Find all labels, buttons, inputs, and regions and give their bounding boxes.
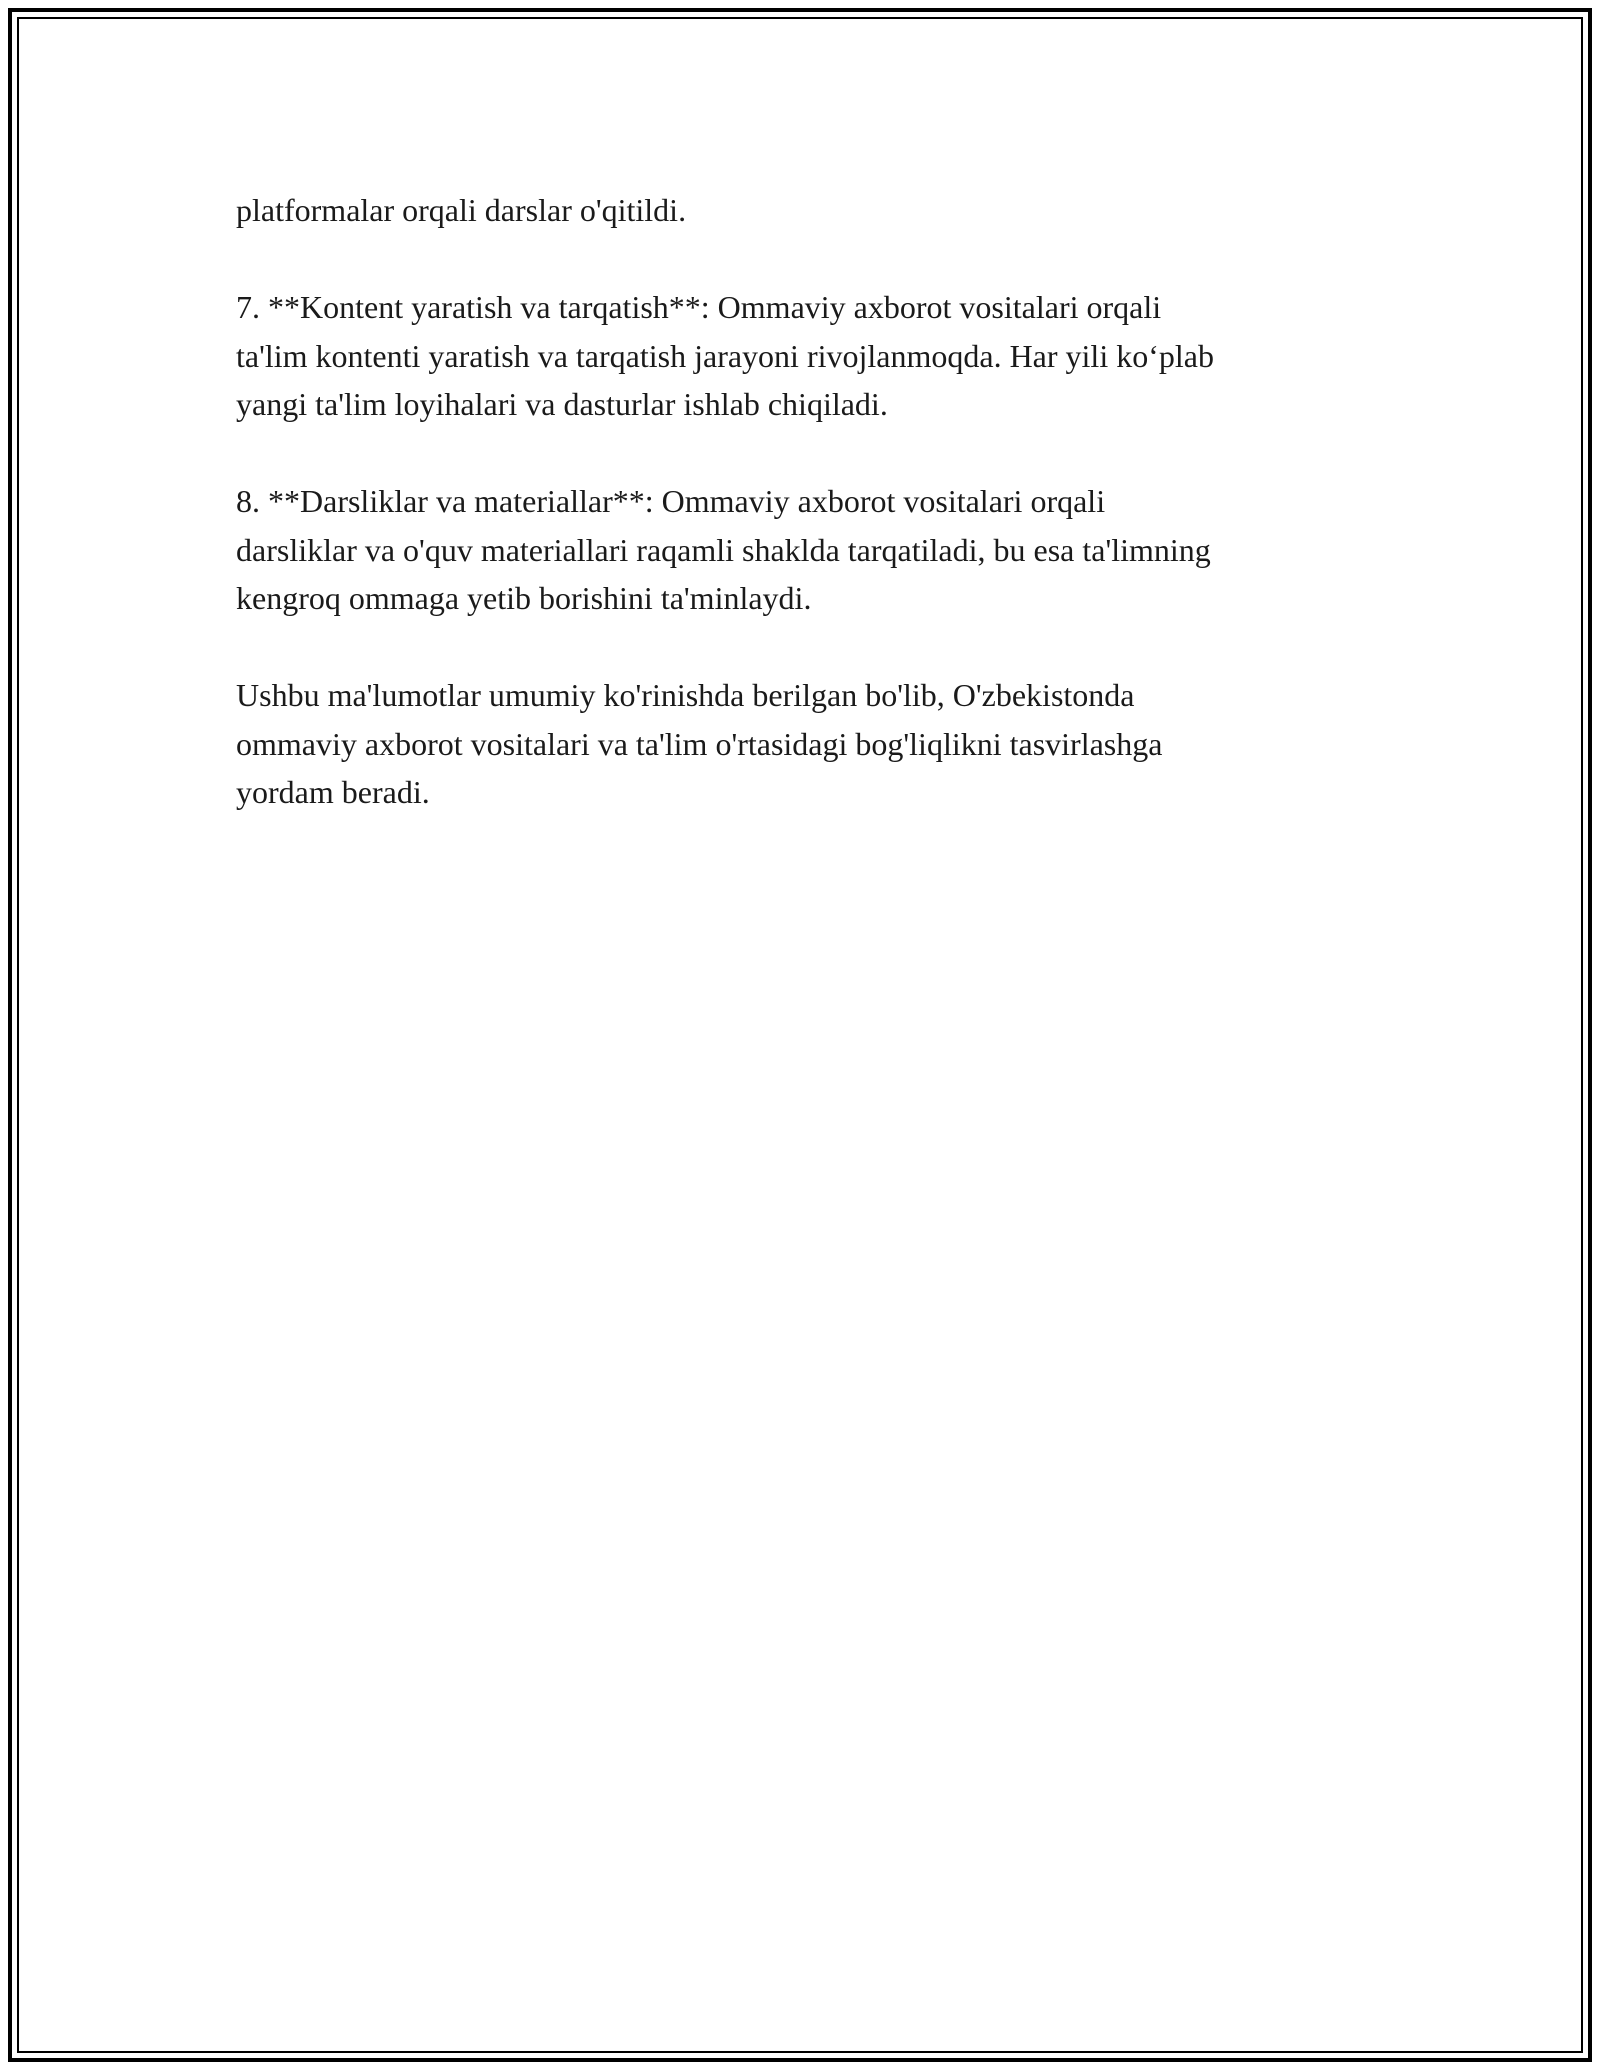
- text-line: 7. **Kontent yaratish va tarqatish**: Ommaviy axborot vositalari orqali: [236, 289, 1162, 325]
- paragraph-item-7: [236, 283, 1376, 429]
- text-line: ta'lim kontenti yaratish va tarqatish jarayoni rivojlanmoqda. Har yili ko‘plab: [236, 337, 1214, 374]
- document-body: [236, 186, 1376, 865]
- text-line: Ushbu ma'lumotlar umumiy ko'rinishda berilgan bo'lib, O'zbekistonda: [236, 677, 1135, 713]
- text-line: darsliklar va o'quv materiallari raqamli shaklda tarqatiladi, bu esa ta'limning: [236, 531, 1211, 568]
- paragraph-item-8: [236, 477, 1376, 623]
- paragraph-conclusion: [236, 671, 1376, 817]
- text-line: 8. **Darsliklar va materiallar**: Ommaviy axborot vositalari orqali: [236, 483, 1106, 519]
- text-line: platformalar orqali darslar o'qitildi.: [236, 192, 687, 228]
- paragraph-continuation: [236, 186, 1376, 235]
- text-line: kengroq ommaga yetib borishini ta'minlaydi.: [236, 580, 812, 616]
- text-line: ommaviy axborot vositalari va ta'lim o'rtasidagi bog'liqlikni tasvirlashga: [236, 725, 1163, 762]
- text-line: yangi ta'lim loyihalari va dasturlar ishlab chiqiladi.: [236, 386, 888, 422]
- text-line: yordam beradi.: [236, 774, 430, 810]
